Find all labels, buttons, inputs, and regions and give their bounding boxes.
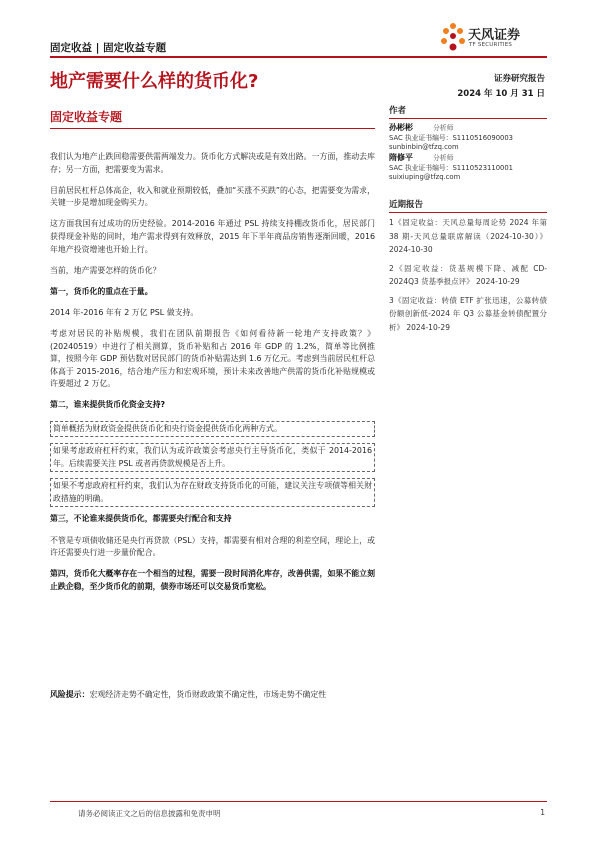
- body-paragraph: 当前，地产需要怎样的货币化？: [50, 265, 161, 275]
- author-email[interactable]: sunbinbin@tfzq.com: [389, 143, 459, 151]
- authors-heading: 作者: [389, 106, 407, 116]
- boxed-paragraph: 如果不考虑政府杠杆约束，我们认为存在财政支持货币化的可能，建议关注专项债等相关财政措施的明确。: [50, 478, 375, 507]
- body-paragraph: 目前居民杠杆总体高企，收入和就业预期较低，叠加“买涨不买跌”的心态，把需要变为需求，关键一步是增加现金购买力。: [50, 185, 375, 208]
- logo-english-name: TF SECURITIES: [469, 42, 513, 48]
- body-paragraph: 不管是专项债收储还是央行再贷款（PSL）支持，都需要有相对合理的利差空间，理论上，或许还需要央行进一步量价配合。: [50, 535, 375, 558]
- boxed-paragraph: 如果考虑政府杠杆约束，我们认为或许政策会考虑央行主导货币化，类似于 2014-2016 年。后续需要关注 PSL 或者再贷款规模是否上升。: [50, 443, 375, 472]
- footer-disclaimer: 请务必阅读正文之后的信息披露和免责申明: [78, 809, 221, 818]
- author-role: 分析师: [433, 124, 454, 132]
- body-paragraph: 我们认为地产止跌回稳需要供需两端发力。货币化方式解决或是有效出路。一方面，推动去库存；另一方面，把需要变为需求。: [50, 152, 375, 174]
- author-block: [389, 153, 547, 183]
- boxed-paragraph: 简单概括为财政资金提供货币化和央行资金提供货币化两种方式。: [50, 421, 375, 438]
- page-title: 地产需要什么样的货币化?: [50, 71, 259, 92]
- tf-securities-logo: [438, 22, 558, 56]
- author-block: [389, 123, 547, 153]
- report-type-label: 证券研究报告: [493, 74, 545, 84]
- body-paragraph: 考虑对居民的补贴规模，我们在团队前期报告《如何看待新一轮地产支持政策？》(20240519）中进行了相关测算，货币补贴和占 2016 年 GDP 的 1.2%，简单等比例推算，按照今年 GDP 预估数对居民部门的货币补贴需达到 1.6 万亿元。考虑到当前居民杠杆总体高于 2015-2016，结合地产压力和宏观环境，预计未来改善地产供需的货币化补贴规模或许要超过 2 万亿。: [50, 328, 375, 389]
- report-date: 2024 年 10 月 31 日: [457, 89, 545, 99]
- report-category: 固定收益 | 固定收益专题: [50, 42, 167, 54]
- header-divider: [50, 56, 547, 58]
- footer-divider: [50, 801, 547, 802]
- body-paragraph: 2014 年-2016 年有 2 万亿 PSL 做支持。: [50, 307, 199, 317]
- author-name: 孙彬彬: [389, 123, 413, 132]
- section-subtitle: 固定收益专题: [50, 110, 123, 124]
- page-number: 1: [540, 808, 545, 817]
- risk-label: 风险提示：: [50, 690, 90, 700]
- logo-mark-icon: [438, 22, 468, 56]
- point-heading-3: 第三，不论谁来提供货币化，都需要央行配合和支持: [50, 514, 232, 524]
- subtitle-divider: [50, 128, 375, 129]
- report-link[interactable]: 3《固定收益：转债 ETF 扩张迅速，公募转债份额创新低-2024 年 Q3 公募基金转债配置分析》 2024-10-29: [389, 295, 547, 332]
- point-paragraph-4: 第四，货币化大概率存在一个相当的过程，需要一段时间消化库存，改善供需，如果不能立刻止跌企稳，至少货币化的前期，债券市场还可以交易货币宽松。: [50, 569, 375, 591]
- logo-chinese-name: 天风证券: [468, 28, 521, 43]
- author-email[interactable]: suixiuping@tfzq.com: [389, 173, 461, 181]
- point-heading-1: 第一，货币化的重点在于量。: [50, 286, 153, 296]
- report-link[interactable]: 1《固定收益：天风总量每周论势 2024 年第 38 期-天风总量联席解读（2024-10-30）》 2024-10-30: [389, 218, 547, 254]
- point-heading-2: 第二，谁来提供货币化资金支持?: [50, 400, 166, 410]
- recent-reports-list: [389, 216, 547, 339]
- recent-reports-heading: 近期报告: [389, 200, 424, 210]
- author-cert: SAC 执业证书编号：S1110523110001: [389, 163, 513, 172]
- risk-disclosure: [50, 689, 375, 702]
- author-role: 分析师: [433, 154, 454, 162]
- author-name: 隋修平: [389, 153, 413, 162]
- author-cert: SAC 执业证书编号：S1110516090003: [389, 133, 513, 142]
- report-link[interactable]: 2《固定收益：货基规模下降、减配 CD-2024Q3 货基季报点评》 2024-10-29: [389, 263, 547, 286]
- risk-text: 宏观经济走势不确定性，货币财政政策不确定性，市场走势不确定性: [89, 690, 327, 700]
- body-paragraph: 这方面我国有过成功的历史经验。2014-2016 年通过 PSL 持续支持棚改货币化，居民部门获得现金补贴的同时，地产需求得到有效释放，2015 年下半年商品房销售逐渐回暖，2016 年地产投资增速也开始上行。: [50, 219, 375, 254]
- authors-divider: [389, 118, 547, 119]
- recent-reports-divider: [389, 212, 547, 213]
- main-body: [50, 151, 375, 711]
